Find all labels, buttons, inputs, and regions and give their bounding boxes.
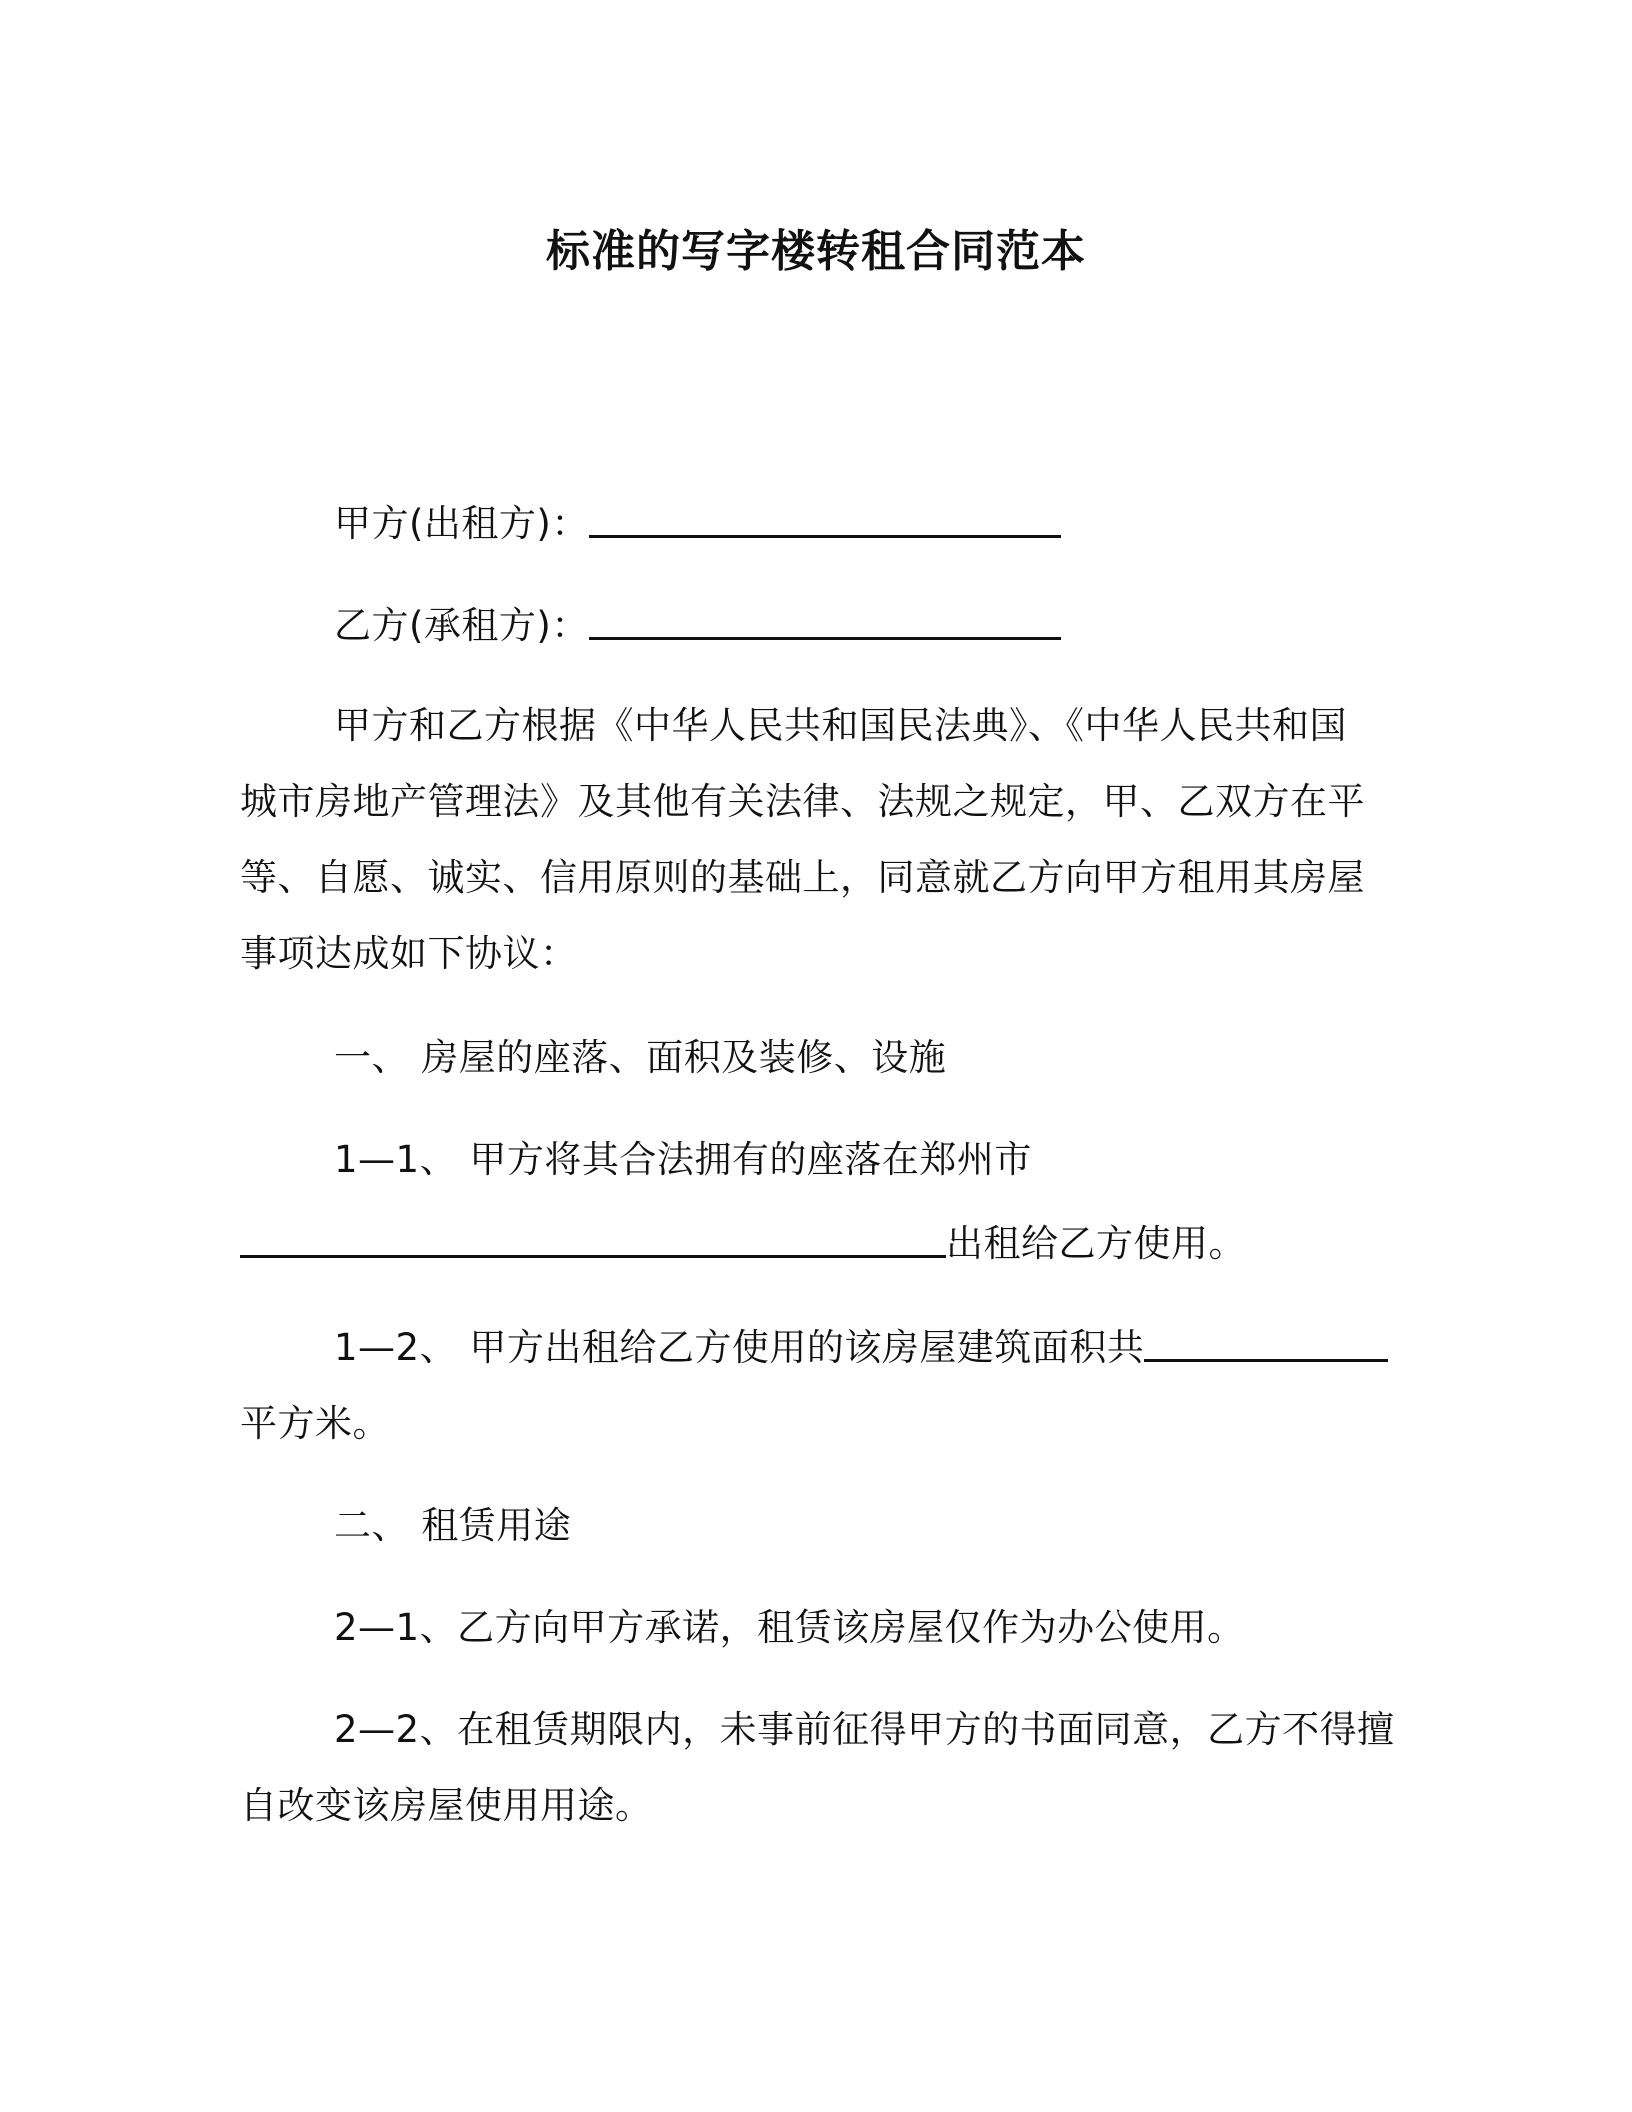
location-blank [240, 1219, 946, 1258]
section-1-heading: 一、 房屋的座落、面积及装修、设施 [334, 1036, 947, 1079]
clause-1-2-line-2: 平方米。 [240, 1402, 390, 1445]
party-b-label: 乙方(承租方)： [334, 604, 589, 647]
clause-2-1: 2—1、乙方向甲方承诺，租赁该房屋仅作为办公使用。 [334, 1606, 1245, 1649]
section-2-heading: 二、 租赁用途 [334, 1504, 572, 1547]
preamble-line-2: 城市房地产管理法》及其他有关法律、法规之规定，甲、乙双方在平 [240, 780, 1365, 823]
clause-1-1-line-2 [240, 1218, 1246, 1270]
clause-2-2-line-1: 2—2、在租赁期限内，未事前征得甲方的书面同意，乙方不得擅 [334, 1708, 1395, 1751]
clause-2-2-line-2: 自改变该房屋使用用途。 [240, 1784, 653, 1827]
clause-1-1-suffix: 出租给乙方使用。 [946, 1222, 1246, 1265]
preamble-line-1: 甲方和乙方根据《中华人民共和国民法典》、《中华人民共和国 [334, 704, 1347, 747]
party-a-label: 甲方(出租方)： [334, 502, 589, 545]
party-a-blank [589, 499, 1061, 538]
party-a-line [334, 498, 1061, 550]
party-b-line [334, 600, 1061, 652]
party-b-blank [589, 601, 1061, 640]
clause-1-2-text: 1—2、 甲方出租给乙方使用的该房屋建筑面积共 [334, 1326, 1145, 1369]
document-title: 标准的写字楼转租合同范本 [546, 226, 1086, 277]
clause-1-1-line-1: 1—1、 甲方将其合法拥有的座落在郑州市 [334, 1138, 1032, 1181]
clause-1-2-line-1 [334, 1322, 1388, 1374]
area-blank [1144, 1323, 1388, 1362]
preamble-line-3: 等、自愿、诚实、信用原则的基础上，同意就乙方向甲方租用其房屋 [240, 856, 1365, 899]
preamble-line-4: 事项达成如下协议： [240, 932, 578, 975]
